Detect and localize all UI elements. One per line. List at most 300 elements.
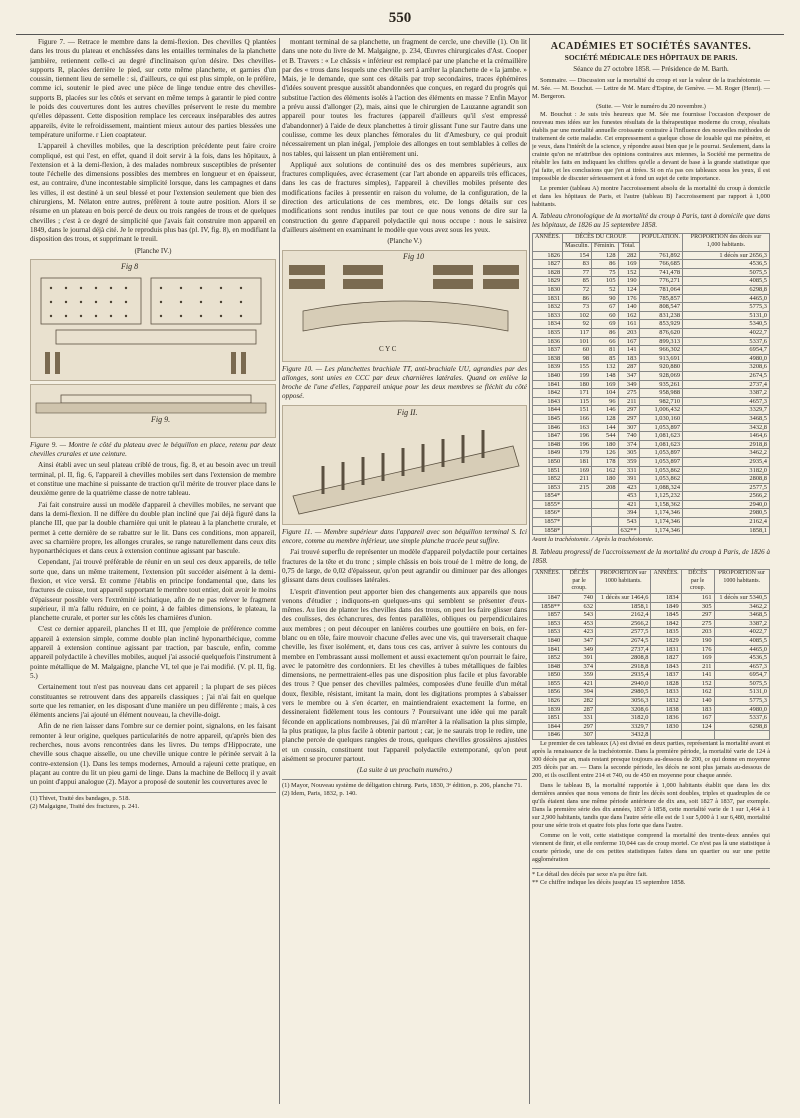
table-cell: 169 (618, 260, 639, 269)
table-cell: 60 (592, 311, 619, 320)
table-row (533, 268, 770, 277)
table-cell: 453 (618, 492, 639, 501)
footnotes (30, 792, 276, 811)
footnote: (2) Idem, Paris, 1832, p. 140. (282, 790, 357, 798)
table-cell: 1 décès sur 5340,5 (714, 593, 769, 602)
table-row (533, 714, 770, 723)
table-cell: 1855* (533, 500, 563, 509)
table-cell: 1,053,862 (639, 475, 683, 484)
table-cell: 1857* (533, 518, 563, 527)
table-cell: 1829 (651, 636, 681, 645)
table-row (533, 337, 770, 346)
table-row (533, 363, 770, 372)
table-cell: 359 (618, 457, 639, 466)
table-cell: 1858** (533, 602, 563, 611)
table-cell: 2808,8 (596, 654, 651, 663)
table-cell: 92 (563, 320, 592, 329)
table-cell: 331 (618, 466, 639, 475)
table-cell: 1464,6 (683, 432, 770, 441)
table-cell: 117 (563, 329, 592, 338)
table-row (533, 500, 770, 509)
table-row (533, 654, 770, 663)
table-cell: 4022,7 (683, 329, 770, 338)
table-cell: 1828 (533, 268, 563, 277)
table-cell (563, 526, 592, 535)
table-cell: 1832 (533, 303, 563, 312)
table-cell: 190 (618, 277, 639, 286)
table-cell: 776,271 (639, 277, 683, 286)
table-cell: 180 (592, 440, 619, 449)
table-b-header-deaths: DÉCÈS par le croup. (563, 570, 596, 594)
table-cell (592, 518, 619, 527)
table-cell: 1836 (533, 337, 563, 346)
table-row (533, 397, 770, 406)
table-cell: 1841 (533, 645, 563, 654)
table-a-header-years: ANNÉES. (533, 234, 563, 251)
table-row (533, 662, 770, 671)
figure-9-label: Fig 9. (151, 414, 171, 424)
table-row (533, 602, 770, 611)
table-cell: 3462,2 (714, 602, 769, 611)
table-cell: 148 (592, 371, 619, 380)
table-cell: 183 (618, 354, 639, 363)
table-cell: 2940,0 (596, 679, 651, 688)
table-cell: 162 (592, 466, 619, 475)
table-cell: 3182,0 (596, 714, 651, 723)
table-cell: 1850 (533, 457, 563, 466)
table-cell: 2918,8 (683, 440, 770, 449)
table-cell: 1840 (533, 371, 563, 380)
footnote: (2) Malgaigne, Traité des fractures, p. 241. (30, 802, 140, 810)
society-title: SOCIÉTÉ MÉDICALE DES HÔPITAUX DE PARIS. (564, 53, 738, 63)
table-cell: 5340,5 (683, 320, 770, 329)
table-cell: 928,069 (639, 371, 683, 380)
table-cell: 1827 (651, 654, 681, 663)
footnote: * Le détail des décès par sexe n'a pu être fait. (532, 871, 648, 879)
footnotes (532, 868, 770, 887)
table-cell: 3432,8 (596, 731, 651, 740)
table-row (533, 251, 770, 260)
table-cell: 1851 (533, 714, 563, 723)
table-b-caption: B. Tableau progressif de l'accroissement de la mortalité du croup à Paris, de 1826 à 1858. (532, 547, 770, 565)
table-cell (563, 492, 592, 501)
table-cell: 1853 (533, 619, 563, 628)
column-divider-2 (529, 38, 530, 1104)
table-cell: 287 (563, 705, 596, 714)
hinge-label: C Y C (379, 344, 397, 353)
table-cell: 196 (563, 440, 592, 449)
table-cell: 1845 (533, 414, 563, 423)
paragraph: Cependant, j'ai trouvé préférable de réunir en un seul ces deux appareils, de telle sorte que, dans un même traitement, l'extension pût succéder aisément à la demi-flexion, et vice versâ. Et comme j'établis en principe fondamental que, dans les fractures de cuisse, tout appareil supportant le membre tout entier, doit avoir le moins d'épaisseur possible vers l'extrémité ischiatique, afin de ne pas relever le fragment supérieur, il m'a fallu réduire, en ce point, à de faibles dimensions, le plateau, la planchette crurale, et porter sur les côtés les charnières d'union. (30, 558, 276, 623)
column-2 (282, 38, 527, 1104)
table-row (533, 286, 770, 295)
table-row (533, 294, 770, 303)
table-cell: 83 (563, 260, 592, 269)
table-cell: 69 (592, 320, 619, 329)
table-cell: 853,929 (639, 320, 683, 329)
table-cell: 4085,5 (714, 636, 769, 645)
table-cell: 391 (618, 475, 639, 484)
paragraph: M. Bouchut : Je suis très heureux que M. Sée me fournisse l'occasion d'exposer de nouveau mes idées sur les funestes résultats de la thérapeutique moderne du croup, résultats établis par une mortalité annuelle croissante contraire à l'influence des nouvelles méthodes de traitement de cette maladie. Cet empressement a quelque chose de louable qui me pénètre, et je veux, dans l'intérêt de la science, y répondre aussi bien que je le pourrai. Seulement, dans la crainte qu'on ne m'attribue des opinions contraires aux miennes, la Société me permettra de rétablir les faits en indiquant les chiffres qu'elle a devant de base à la grande statistique que j'ai faite, et les conclusions que j'en ai tirées. Si on n'a pas ces tableaux sous les yeux, il est impossible de discuter sérieusement et à fond un sujet de cette importance. (532, 110, 770, 182)
table-cell: 1,053,862 (639, 466, 683, 475)
figure-10-illustration (282, 250, 527, 362)
figure-11-illustration (282, 405, 527, 525)
table-cell: 982,710 (639, 397, 683, 406)
table-cell: 4022,7 (714, 628, 769, 637)
table-cell (563, 500, 592, 509)
table-cell: 1848 (533, 662, 563, 671)
table-cell: 297 (618, 414, 639, 423)
figure-8-label: Fig 8 (121, 261, 139, 271)
table-cell: 126 (592, 449, 619, 458)
table-row (533, 449, 770, 458)
table-cell: 1835 (533, 329, 563, 338)
table-cell: 115 (563, 397, 592, 406)
period-after-label: Après la trachéotomie. (594, 536, 654, 544)
table-cell: 347 (563, 636, 596, 645)
table-cell: 124 (618, 286, 639, 295)
table-cell: 5775,3 (683, 303, 770, 312)
table-cell: 305 (681, 602, 714, 611)
footnote: (1) Thivet, Traité des bandages, p. 518. (30, 794, 130, 802)
table-cell: 2808,8 (683, 475, 770, 484)
to-be-continued: (La suite à un prochain numéro.) (357, 766, 452, 775)
table-b-header-proportion-2: PROPORTION sur 1000 habitants. (714, 570, 769, 594)
table-cell: 104 (592, 389, 619, 398)
table-cell: 1842 (533, 389, 563, 398)
table-cell: 453 (563, 619, 596, 628)
table-cell: 282 (618, 251, 639, 260)
table-cell: 1847 (533, 432, 563, 441)
table-row (533, 440, 770, 449)
table-cell: 1834 (533, 320, 563, 329)
table-cell: 2674,5 (596, 636, 651, 645)
table-cell: 1854* (533, 492, 563, 501)
table-cell: 349 (563, 645, 596, 654)
table-row (533, 354, 770, 363)
table-cell: 2577,5 (683, 483, 770, 492)
table-cell: 1852 (533, 475, 563, 484)
table-cell: 920,880 (639, 363, 683, 372)
table-row (533, 432, 770, 441)
table-cell: 1833 (651, 688, 681, 697)
table-cell: 141 (681, 671, 714, 680)
figure-7-caption: Figure 7. — Retrace le membre dans la demi-flexion. Des chevilles Q plantées dans les trous du plateau et enchâssées dans les entailles terminales de la planchette jambière, retiennent celle-ci au degré d'inclinaison qu'on désire. Des chevilles-supports R, placées derrière le pied, sur cette même planchette, et garnies d'un coussin, tiennent lieu de semelle : si, d'ailleurs, ce qui est plus simple, on le préfère, comme ici, soutenir le pied avec une pièce de linge tendue entre des chevilles-supports B, placées sur les côtés et servant en même temps à garantir le pied contre le poids des couvertures dont les autres chevilles préservent le reste du membre qu'elles dépassent. Cette disposition remplace les cerceaux inséparables des autres appareils, évite le refroidissement, maintient mieux autour des parties blessées une température uniforme. r Lien coaptateur. (30, 38, 276, 139)
table-cell: 1,053,897 (639, 449, 683, 458)
table-cell: 543 (563, 611, 596, 620)
table-row (533, 492, 770, 501)
paragraph: Ainsi établi avec un seul plateau criblé de trous, fig. 8, et au besoin avec un treuil terminal, pl. II, fig. 6, l'appareil à chevilles mobiles sert dans l'extension de membre et constitue une machine si puissante de traction qu'il mérite de trouver place dans le deuxième genre de la quatrième classe de notre tableau. (30, 461, 276, 498)
table-b (532, 569, 770, 740)
table-cell: 1841 (533, 380, 563, 389)
table-a-header-total: Total. (618, 243, 639, 252)
table-cell: 215 (563, 483, 592, 492)
table-cell: 1852 (533, 654, 563, 663)
table-b-header-years: ANNÉES. (533, 570, 563, 594)
table-cell: 1840 (533, 636, 563, 645)
table-cell: 1834 (651, 593, 681, 602)
table-cell: 1,174,346 (639, 518, 683, 527)
table-cell: 124 (681, 722, 714, 731)
table-cell: 1848 (533, 440, 563, 449)
board-side-drawing (31, 385, 275, 435)
table-cell: 180 (592, 475, 619, 484)
table-cell: 166 (563, 414, 592, 423)
table-cell: 1858* (533, 526, 563, 535)
table-row (533, 329, 770, 338)
table-cell: 5075,5 (683, 268, 770, 277)
footnote: (1) Mayor, Nouveau système de déligation chirurg. Paris, 1830, 3ᵉ édition, p. 206, planche 71. (282, 782, 523, 790)
table-cell: 1855 (533, 679, 563, 688)
table-row (533, 475, 770, 484)
paragraph: Comme on le voit, cette statistique comprend la mortalité des trente-deux années qui viennent de finir, et elle renferme 10,044 cas de croup mortel. Ce n'est pas là une statistique à courte période, une de ces petites statistiques faites dans un quartier ou sur une petite agglomération (532, 832, 770, 864)
table-row (533, 679, 770, 688)
table-cell: 196 (563, 432, 592, 441)
table-cell: 161 (618, 320, 639, 329)
table-cell: 3056,3 (596, 697, 651, 706)
table-cell: 85 (563, 277, 592, 286)
plate-label: (Planche V.) (387, 237, 422, 246)
table-cell: 4536,5 (714, 654, 769, 663)
table-cell: 3329,7 (596, 722, 651, 731)
table-cell: 183 (681, 705, 714, 714)
table-cell: 3182,0 (683, 466, 770, 475)
table-cell: 1856* (533, 509, 563, 518)
table-cell: 374 (618, 440, 639, 449)
table-cell: 761,892 (639, 251, 683, 260)
table-cell (714, 731, 769, 740)
table-cell: 1846 (533, 423, 563, 432)
table-cell: 1849 (651, 602, 681, 611)
figure-10-label: Fig 10 (403, 251, 425, 261)
table-cell: 2737,4 (596, 645, 651, 654)
arm-board-drawing (283, 251, 526, 359)
paragraph: Appliqué aux solutions de continuité des os des membres supérieurs, aux fractures compliquées, avec écrasement (car l'art abonde en appareils très efficaces, dans les cas de fractures simples), l'appareil à chevilles mobiles présente des modifications faciles à pressentir en raison du volume, de la configuration, de la direction des articulations de ces membres, etc. De longs détails sur ces modifications sont rendus inutiles par tout ce que nous venons de dire sur la construction du genre d'appareil polydactile qui nous occupe : nous le saisirez d'ailleurs aisément en examinant le modèle que vous avez sous les yeux. (282, 160, 527, 234)
table-cell: 102 (563, 311, 592, 320)
table-cell: 1,125,232 (639, 492, 683, 501)
table-cell: 1850 (533, 671, 563, 680)
table-cell: 66 (592, 337, 619, 346)
table-cell: 1839 (533, 363, 563, 372)
table-cell: 421 (618, 500, 639, 509)
table-cell: 275 (618, 389, 639, 398)
table-cell: 1858,1 (596, 602, 651, 611)
table-row (533, 611, 770, 620)
table-cell: 632 (563, 602, 596, 611)
table-row (533, 483, 770, 492)
column-3 (532, 38, 770, 1104)
table-cell: 4085,5 (683, 277, 770, 286)
table-cell: 203 (681, 628, 714, 637)
table-cell: 394 (618, 509, 639, 518)
table-cell: 72 (563, 286, 592, 295)
table-cell: 740 (618, 432, 639, 441)
table-cell: 740 (563, 593, 596, 602)
paragraph: Certainement tout n'est pas nouveau dans cet appareil ; la plupart de ses pièces constituantes se retrouvent dans des appareils classiques ; j'ai n'ai fait en quelque sorte que les remanier, en les disposant d'une manière un peu différente ; mais, à ces éléments anciens j'ai ajouté un élément nouveau, la cheville-doigt. (30, 683, 276, 720)
table-cell: 2918,8 (596, 662, 651, 671)
session-line: Séance du 27 octobre 1858. — Présidence de M. Barth. (573, 64, 729, 73)
figure-9-caption: Figure 9. — Montre le côté du plateau avec le béquillon en place, retenu par deux chevilles crurales et une ceinture. (30, 440, 276, 459)
table-cell: 1837 (533, 346, 563, 355)
table-cell (592, 492, 619, 501)
table-cell: 2737,4 (683, 380, 770, 389)
table-cell: 171 (563, 389, 592, 398)
table-cell: 1,053,897 (639, 423, 683, 432)
table-cell: 2674,5 (683, 371, 770, 380)
table-cell: 181 (563, 457, 592, 466)
table-cell: 808,547 (639, 303, 683, 312)
table-cell: 6298,8 (714, 722, 769, 731)
table-cell: 6954,7 (714, 671, 769, 680)
arm-in-apparatus-drawing (283, 406, 526, 522)
paragraph: Le premier de ces tableaux (A) est divisé en deux parties, représentant la mortalité avant et après la renaissance de la trachéotomie. Dans la première période, la mortalité varie de 124 à 300 décès par an, mais restant presque toujours au-dessous de 200, ce qui donne en moyenne 205 décès par an. — Dans la seconde période, les décès ne sont plus jamais au-dessous de 200, et ils oscillent entre 214 et 740, ou de 450 en moyenne pour chaque année. (532, 740, 770, 780)
table-cell: 176 (681, 645, 714, 654)
table-cell: 1,053,897 (639, 457, 683, 466)
table-cell: 1830 (533, 286, 563, 295)
table-b-header-proportion: PROPORTION sur 1000 habitants. (596, 570, 651, 594)
table-cell: 632** (618, 526, 639, 535)
table-cell: 140 (618, 303, 639, 312)
table-cell: 203 (618, 329, 639, 338)
table-cell: 2940,0 (683, 500, 770, 509)
table-cell: 2566,2 (683, 492, 770, 501)
table-a-header-proportion: PROPORTION des décès sur 1,000 habitants. (683, 234, 770, 251)
table-cell: 1831 (651, 645, 681, 654)
table-row (533, 303, 770, 312)
table-cell: 155 (563, 363, 592, 372)
table-cell: 4465,0 (683, 294, 770, 303)
table-cell: 3208,6 (683, 363, 770, 372)
footnote: ** Ce chiffre indique les décès jusqu'au 15 septembre 1858. (532, 879, 686, 887)
table-cell (651, 731, 681, 740)
table-cell: 176 (618, 294, 639, 303)
table-cell: 1829 (533, 277, 563, 286)
table-b-header-deaths-2: DÉCÈS par le croup. (681, 570, 714, 594)
table-a-period-labels: Avant la trachéotomie. / Après la trachéotomie. (532, 536, 654, 544)
table-cell (592, 509, 619, 518)
table-cell: 1846 (533, 731, 563, 740)
table-cell (592, 526, 619, 535)
table-row (533, 526, 770, 535)
table-cell: 4536,5 (683, 260, 770, 269)
table-row (533, 457, 770, 466)
table-cell: 5775,3 (714, 697, 769, 706)
table-cell: 162 (681, 688, 714, 697)
table-cell: 899,313 (639, 337, 683, 346)
table-cell: 86 (592, 329, 619, 338)
table-cell: 297 (618, 406, 639, 415)
table-cell: 101 (563, 337, 592, 346)
table-cell: 1830 (651, 722, 681, 731)
table-cell: 781,064 (639, 286, 683, 295)
table-cell (563, 518, 592, 527)
summary: Sommaire. — Discussion sur la mortalité du croup et sur la valeur de la trachéotomie. — M. Sée. — M. Bouchut. — Lettre de M. Marc d'Espine, de Genève. — M. Roger (Henri). — M. Bergeron. (532, 76, 770, 100)
table-cell: 2162,4 (683, 518, 770, 527)
table-cell: 151 (563, 406, 592, 415)
table-cell: 1,081,623 (639, 440, 683, 449)
table-cell: 287 (618, 363, 639, 372)
table-cell: 1838 (651, 705, 681, 714)
table-cell: 1837 (651, 671, 681, 680)
table-row (533, 414, 770, 423)
table-cell: 1853 (533, 628, 563, 637)
table-cell: 178 (592, 457, 619, 466)
table-cell: 154 (563, 251, 592, 260)
table-cell: 1,006,432 (639, 406, 683, 415)
table-cell: 394 (563, 688, 596, 697)
table-cell: 179 (563, 449, 592, 458)
table-cell: 4980,0 (683, 354, 770, 363)
table-row (533, 619, 770, 628)
figure-8-illustration (30, 259, 276, 381)
table-cell: 297 (563, 722, 596, 731)
table-cell: 5075,5 (714, 679, 769, 688)
table-cell: 966,302 (639, 346, 683, 355)
table-row (533, 346, 770, 355)
table-cell: 98 (563, 354, 592, 363)
table-cell: 331 (563, 714, 596, 723)
paragraph: L'appareil à chevilles mobiles, que la description précédente peut faire croire compliqué, est qui l'est, en effet, quand il doit servir à la fois, dans les hôpitaux, à l'extension et à la demi-flexion, à des malades nombreux susceptibles de présenter toute l'échelle des dimensions possibles des membres en longueur et en épaisseur, est, au contraire, d'une incontestable simplicité lorsque, dans les campagnes et dans les villes, il est destiné à un seul blessé et pour l'extension seulement que bien des chirurgiens, M. Nélaton entre autres, préfèrent à toute autre position. Alors il se résume en un plateau en bois percé de deux ou trois rangées de trous et de quelques chevilles ; c'est à ce degré de simplicité que j'avais fait construire mon appareil en 1849, dans le journal déjà cité. Je le reproduis plus bas (pl. IV, fig. 8), en modifiant la disposition des trous, et supprimant le treuil. (30, 142, 276, 244)
plate-label: (Planche IV.) (134, 246, 172, 255)
table-cell: 152 (618, 268, 639, 277)
table-row (533, 466, 770, 475)
table-row (533, 509, 770, 518)
section-title: ACADÉMIES ET SOCIÉTÉS SAVANTES. (550, 41, 752, 52)
table-cell: 96 (592, 397, 619, 406)
table-cell: 1838 (533, 354, 563, 363)
table-cell: 1857 (533, 611, 563, 620)
paragraph: Le premier (tableau A) montre l'accroissement absolu de la mortalité du croup à domicile et dans les hôpitaux de Paris, et l'autre (tableau B) l'accroissement par rapport à 1,000 habitants. (532, 184, 770, 208)
column-1 (30, 38, 276, 1104)
table-a-header-deaths: DÉCÈS DU CROUP. (563, 234, 639, 243)
paragraph: Dans le tableau B, la mortalité rapportée à 1,000 habitants établit que dans les dix dernières années que nous venons de finir les décès sont doubles, triples et quadruples de ce qu'ils étaient dans une même période antérieure de dix ans, soit 1827 à 1837, par exemple. Dans la première série des dix années, 1837 à 1858, cette mortalité varie de 1 sur 1,464 à 1 sur 2,900 habitants, tandis que dans l'autre série elle est de 1 sur 5,000 à 1 sur 6,480, mortalité pour une série trois et quatre fois plus forte que dans l'autre. (532, 782, 770, 830)
table-cell: 1827 (533, 260, 563, 269)
table-cell: 421 (563, 679, 596, 688)
figure-10-caption: Figure 10. — Les planchettes brachiale TT, anti-brachiale UU, agrandies par des allonges, sont unies en CCC par deux charnières latérales. Quand on enlève la broche de l'une d'elles, l'appareil unique pour les deux membres se fléchit du côté opposé. (282, 364, 527, 401)
table-cell: 1,030,160 (639, 414, 683, 423)
page-number: 550 (388, 10, 412, 26)
table-cell: 543 (618, 518, 639, 527)
table-cell: 3462,2 (683, 449, 770, 458)
table-cell: 2566,2 (596, 619, 651, 628)
table-cell: 3208,6 (596, 705, 651, 714)
table-cell: 2162,4 (596, 611, 651, 620)
table-cell: 785,857 (639, 294, 683, 303)
table-cell: 60 (563, 346, 592, 355)
table-cell: 913,691 (639, 354, 683, 363)
table-row (533, 371, 770, 380)
table-cell: 5131,0 (683, 311, 770, 320)
paragraph: C'est ce dernier appareil, planches II et III, que j'emploie de préférence comme appareil à extension simple, comme double plan incliné hyponarthécique, comme appareil à extension continue agissant par traction, par bascule, enfin, comme appareil polydactile à chevilles mobiles, auquel j'ai associé quelquefois l'instrument à pointe métallique de M. Malgaigne, planche VI, tel que je l'ai modifié. (V. pl. II, fig. 5.) (30, 625, 276, 680)
table-cell: 307 (563, 731, 596, 740)
table-cell (592, 500, 619, 509)
table-cell: 1853 (533, 483, 563, 492)
table-cell: 128 (592, 251, 619, 260)
paragraph: montant terminal de sa planchette, un fragment de cercle, une cheville (1). On lit dans une note du livre de M. Malgaigne, p. 234, Œuvres chirurgicales d'Ast. Cooper et B. Travers : « Le châssis « inférieur est remplacé par une planche et la crémaillère par des « trous dans lesquels une cheville sert à arrêter la planchette de « la jambe. » Mais, je le demande, que sont ces détails par trop secondaires, traces éphémères d'idées souvent presque aussitôt abandonnées que conçues, en regard du progrès qui substitue l'action des éléments isolés à l'action des éléments en masse ? Enfin Mayor a prévu aussi d'allonger (2), mais, ainsi que le chirurgien de Lauzanne agrandit son appareil pour toutes les fractures (appareil d'ailleurs qu'il s'est empressé d'abandonner) à l'aide de deux planchettes à tiroir glissant l'une sur l'autre dans une coulisse, comme les deux planches fémorales du lit d'Amesbury, ce qui produit nécessairement un plan inégal, j'emploie des allonges en tout semblables à celles de nos tables, qui laissent un plan entièrement uni. (282, 38, 527, 158)
table-cell: 211 (681, 662, 714, 671)
table-row (533, 406, 770, 415)
table-cell: 3387,2 (683, 389, 770, 398)
table-cell: 423 (563, 628, 596, 637)
table-cell: 766,685 (639, 260, 683, 269)
table-cell: 1 décès sur 2656,3 (683, 251, 770, 260)
table-cell: 347 (618, 371, 639, 380)
table-cell: 152 (681, 679, 714, 688)
table-cell: 3468,5 (714, 611, 769, 620)
table-cell: 73 (563, 303, 592, 312)
page-header (16, 8, 784, 34)
table-cell: 5131,0 (714, 688, 769, 697)
